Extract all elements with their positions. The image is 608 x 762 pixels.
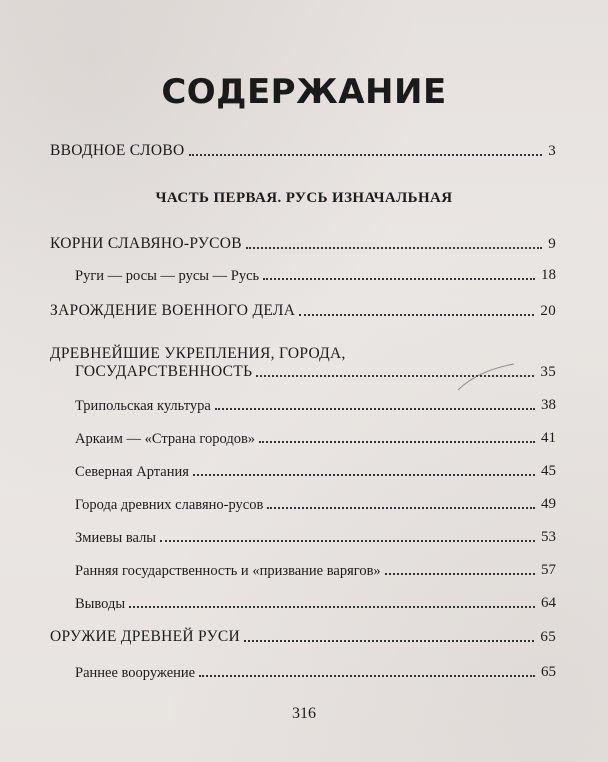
toc-page-number: 20 xyxy=(540,302,556,319)
toc-entry-artania[interactable] xyxy=(75,464,556,479)
toc-entry-label: ГОСУДАРСТВЕННОСТЬ xyxy=(75,363,253,380)
toc-entry-conclusions[interactable] xyxy=(75,596,556,611)
toc-entry-label: Аркаим — «Страна городов» xyxy=(75,430,256,447)
toc-entry-label: Трипольская культура xyxy=(75,397,211,414)
toc-page-number: 9 xyxy=(548,235,556,252)
toc-entry-rugi[interactable] xyxy=(75,268,556,283)
toc-page-number: 65 xyxy=(541,664,556,680)
toc-entry-weapons[interactable] xyxy=(50,629,556,645)
toc-entry-label: Раннее вооружение xyxy=(75,664,196,681)
dot-leader xyxy=(263,278,535,280)
dot-leader xyxy=(259,441,535,443)
dot-leader xyxy=(129,606,535,608)
pencil-mark xyxy=(456,362,516,392)
dot-leader xyxy=(160,540,535,542)
part-heading: ЧАСТЬ ПЕРВАЯ. РУСЬ ИЗНАЧАЛЬНАЯ xyxy=(155,190,453,206)
dot-leader xyxy=(193,474,535,476)
toc-page-number: 45 xyxy=(541,463,556,479)
page-title: СОДЕРЖАНИЕ xyxy=(161,72,447,112)
toc-page-number: 18 xyxy=(541,267,556,283)
toc-entry-label: Ранняя государственность и «призвание варягов» xyxy=(75,562,381,579)
dot-leader xyxy=(199,675,535,677)
dot-leader xyxy=(189,154,543,156)
toc-entry-label: Змиевы валы xyxy=(75,529,157,546)
toc-entry-label: Выводы xyxy=(75,595,126,612)
dot-leader xyxy=(244,640,534,642)
toc-page-number: 38 xyxy=(541,397,556,413)
toc-entry-label: КОРНИ СЛАВЯНО-РУСОВ xyxy=(50,235,242,252)
toc-entry-label: ОРУЖИЕ ДРЕВНЕЙ РУСИ xyxy=(50,628,240,645)
toc-entry-roots[interactable] xyxy=(50,236,556,252)
toc-entry-military[interactable] xyxy=(50,303,556,319)
toc-entry-arkaim[interactable] xyxy=(75,431,556,446)
toc-page-number: 65 xyxy=(540,628,556,645)
toc-page-number: 35 xyxy=(540,363,556,380)
dot-leader xyxy=(385,573,535,575)
dot-leader xyxy=(267,507,535,509)
toc-page-number: 64 xyxy=(541,595,556,611)
toc-entry-fortifications-line1[interactable]: ДРЕВНЕЙШИЕ УКРЕПЛЕНИЯ, ГОРОДА, xyxy=(50,345,346,362)
toc-entry-label: Города древних славяно-русов xyxy=(75,496,264,513)
toc-entry-label: ЗАРОЖДЕНИЕ ВОЕННОГО ДЕЛА xyxy=(50,302,296,319)
toc-entry-label: ВВОДНОЕ СЛОВО xyxy=(50,142,185,159)
dot-leader xyxy=(215,408,535,410)
dot-leader xyxy=(246,247,542,249)
toc-entry-intro[interactable] xyxy=(50,143,556,159)
toc-page-number: 41 xyxy=(541,430,556,446)
toc-entry-serpent-walls[interactable] xyxy=(75,530,556,545)
dot-leader xyxy=(299,314,534,316)
toc-entry-label: Северная Артания xyxy=(75,463,189,480)
toc-entry-cities[interactable] xyxy=(75,497,556,512)
toc-entry-label: Руги — росы — русы — Русь xyxy=(75,267,260,284)
page-number: 316 xyxy=(292,705,316,722)
toc-page-number: 3 xyxy=(548,142,556,159)
toc-entry-statehood[interactable] xyxy=(75,563,556,578)
toc-entry-trypillia[interactable] xyxy=(75,398,556,413)
toc-page-number: 49 xyxy=(541,496,556,512)
toc-page-number: 53 xyxy=(541,529,556,545)
toc-page-number: 57 xyxy=(541,562,556,578)
toc-entry-early-arms[interactable] xyxy=(75,665,556,680)
